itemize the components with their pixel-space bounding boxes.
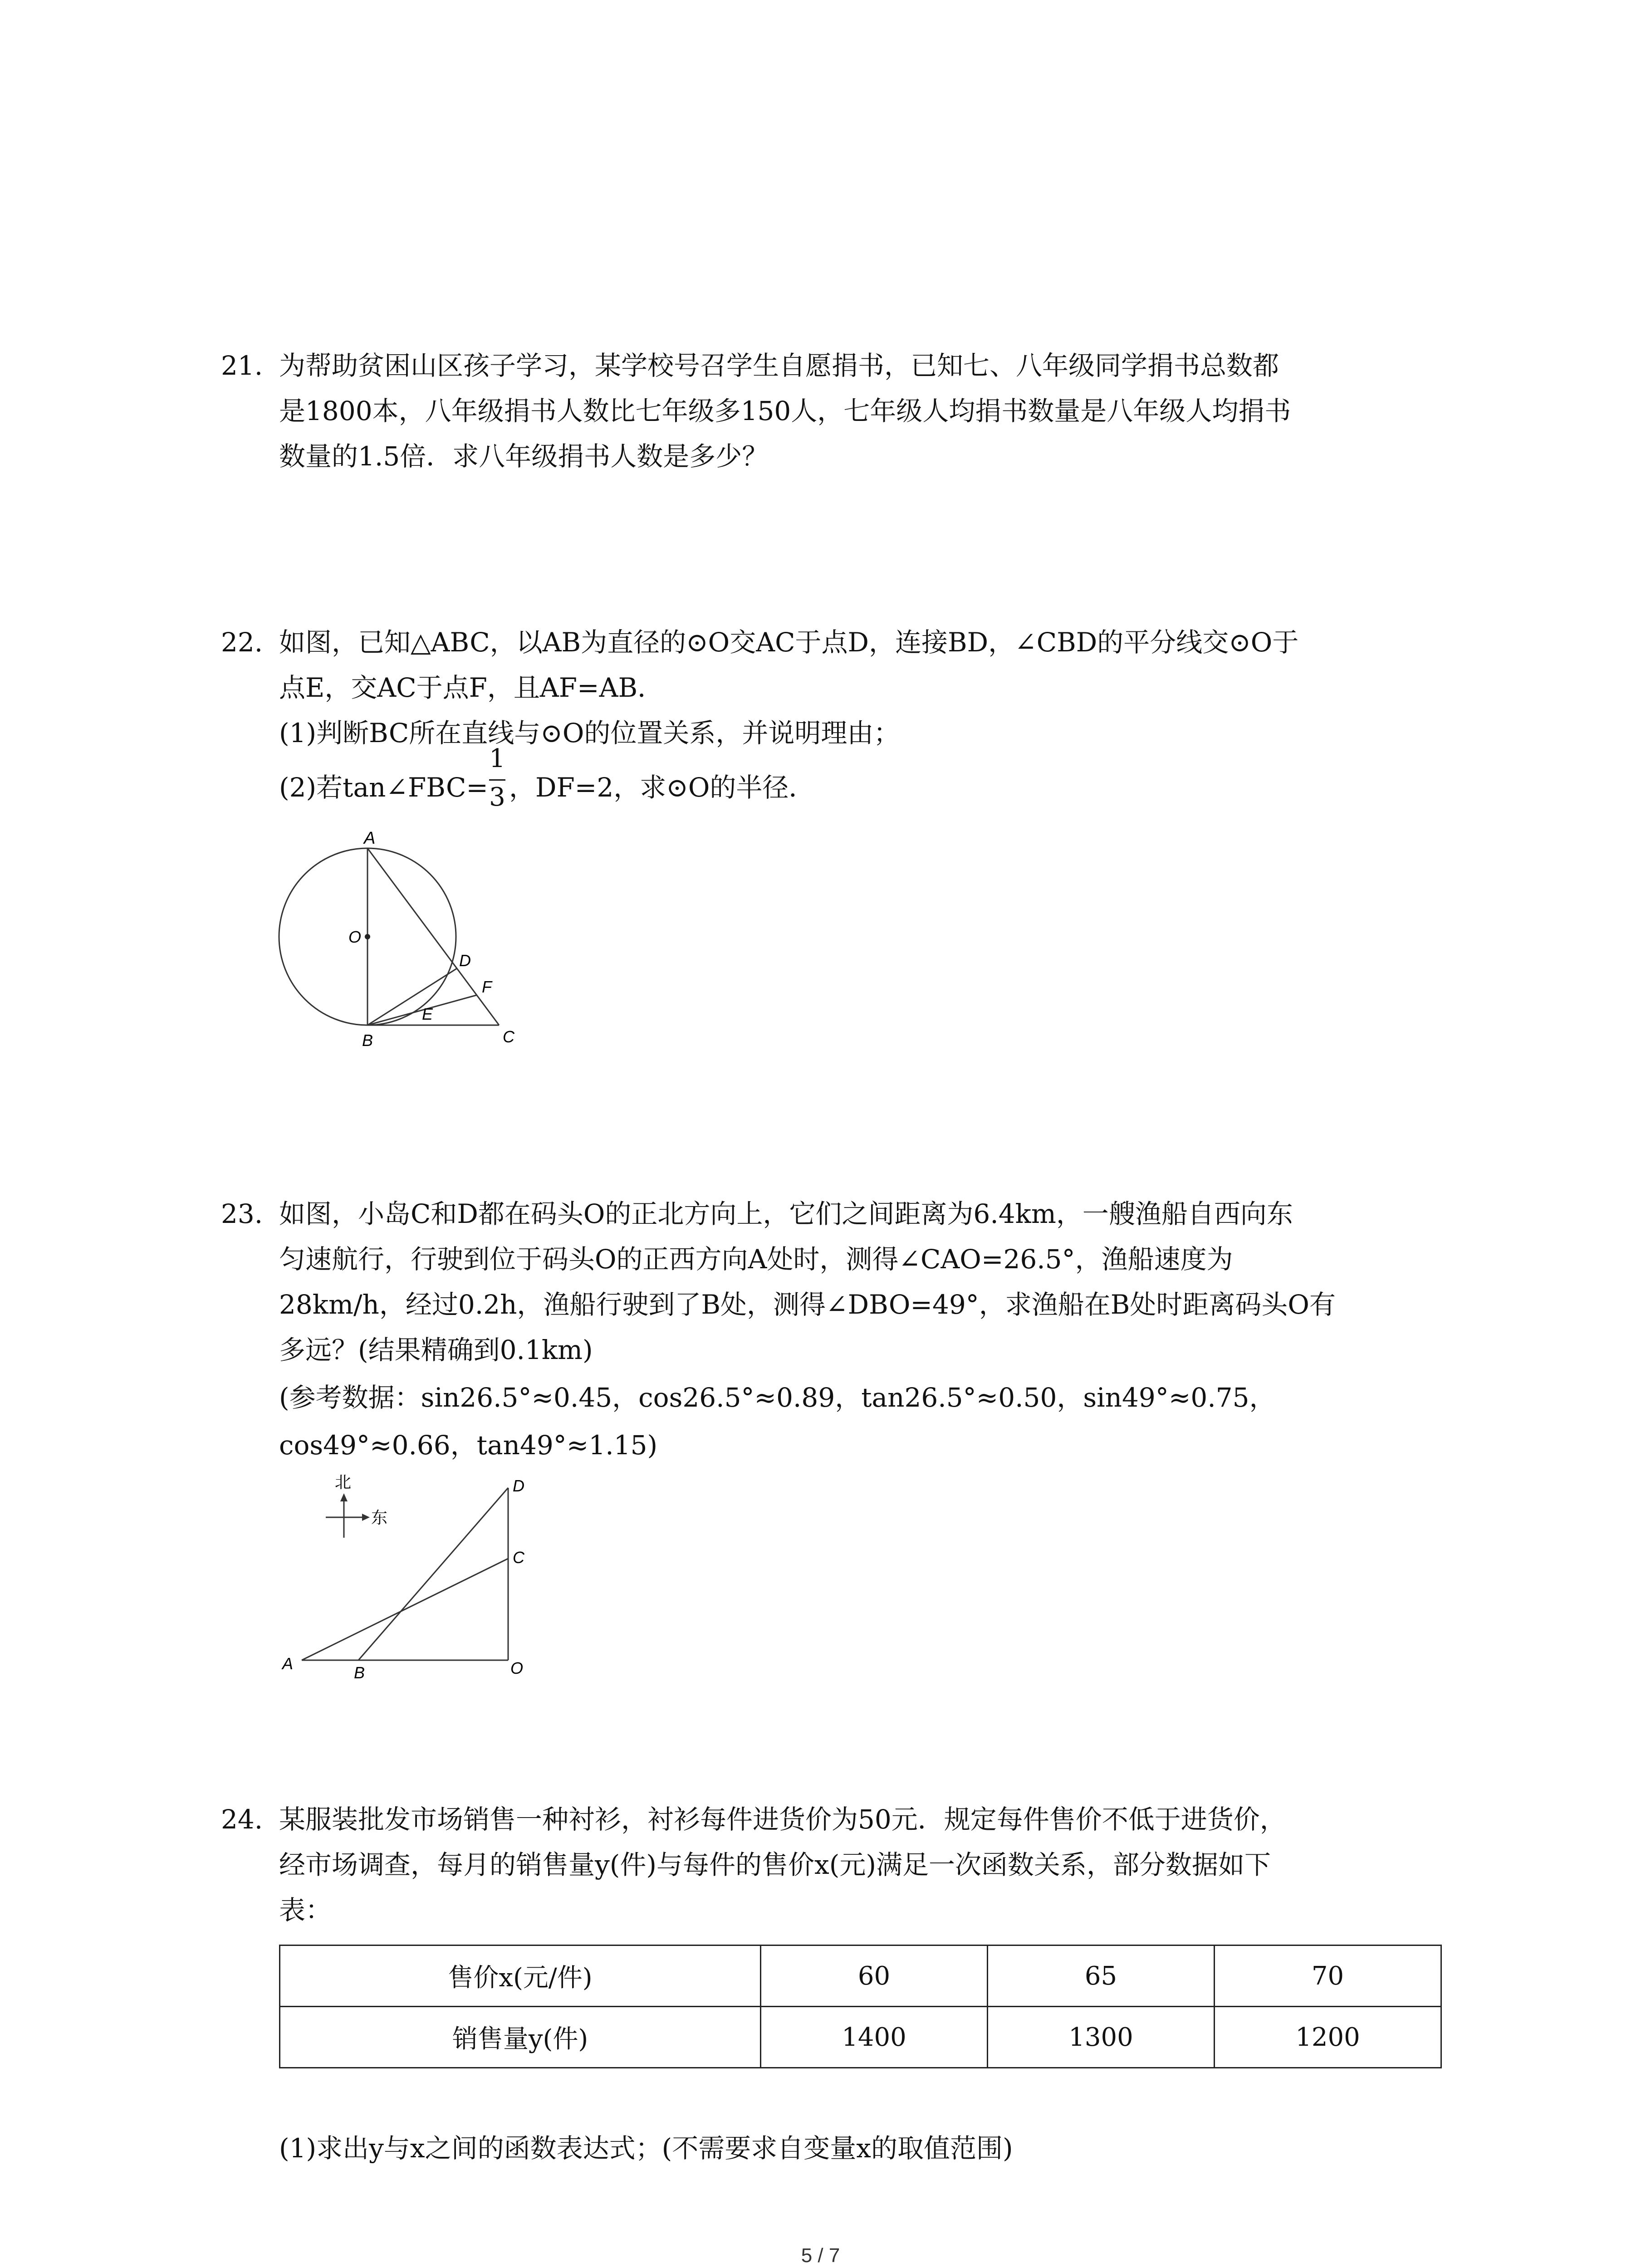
label-d: D xyxy=(459,951,471,970)
q22-geometry-figure xyxy=(272,830,544,1057)
segment-ac xyxy=(302,1559,508,1660)
label-f: F xyxy=(482,978,492,996)
north-label: 北 xyxy=(335,1473,352,1491)
q23-reference-1: (参考数据：sin26.5°≈0.45，cos26.5°≈0.89，tan26.5°≈0.50，sin49°≈0.75， xyxy=(279,1382,1276,1413)
q24-line-3: 表： xyxy=(279,1895,332,1926)
q22-part-2-start: (2)若tan∠FBC= xyxy=(279,772,488,803)
q22-line-2: 点E，交AC于点F，且AF=AB． xyxy=(279,672,664,703)
table-header-price: 售价x(元/件) xyxy=(280,1945,761,2007)
q22-number: 22. xyxy=(221,627,263,658)
segment-ac xyxy=(367,848,499,1025)
q22-fraction-numerator: 1 xyxy=(489,744,505,773)
table-row xyxy=(280,2007,1441,2068)
q24-part-1: (1)求出y与x之间的函数表达式；(不需要求自变量x的取值范围) xyxy=(279,2133,1013,2164)
table-row xyxy=(280,1945,1441,2007)
q23-line-3: 28km/h，经过0.2h，渔船行驶到了B处，测得∠DBO=49°，求渔船在B处时距离码头O有 xyxy=(279,1289,1336,1320)
label-c: C xyxy=(513,1548,524,1567)
label-d: D xyxy=(513,1476,524,1495)
table-cell: 65 xyxy=(988,1945,1215,2007)
label-e: E xyxy=(422,1005,433,1023)
label-b: B xyxy=(354,1663,365,1682)
point-o xyxy=(365,934,370,939)
table-cell: 70 xyxy=(1215,1945,1441,2007)
table-cell: 1300 xyxy=(988,2007,1215,2068)
q23-line-1: 如图，小岛C和D都在码头O的正北方向上，它们之间距离为6.4km，一艘渔船自西向东 xyxy=(279,1198,1293,1229)
q23-line-4: 多远？(结果精确到0.1km) xyxy=(279,1334,593,1365)
q24-line-2: 经市场调查，每月的销售量y(件)与每件的售价x(元)满足一次函数关系，部分数据如下 xyxy=(279,1849,1271,1880)
segment-bd xyxy=(367,968,457,1025)
q21-line-1: 为帮助贫困山区孩子学习，某学校号召学生自愿捐书，已知七、八年级同学捐书总数都 xyxy=(279,350,1279,381)
label-o: O xyxy=(510,1659,524,1677)
q21-number: 21. xyxy=(221,350,263,381)
q22-part-1: (1)判断BC所在直线与⊙O的位置关系，并说明理由； xyxy=(279,718,900,748)
east-label: 东 xyxy=(371,1508,388,1527)
table-cell: 1200 xyxy=(1215,2007,1441,2068)
label-b: B xyxy=(362,1031,373,1050)
q23-navigation-figure xyxy=(272,1470,544,1687)
label-a: A xyxy=(364,830,376,848)
label-o: O xyxy=(348,928,362,946)
north-arrow-icon xyxy=(340,1493,348,1501)
q24-number: 24. xyxy=(221,1804,263,1835)
table-cell: 1400 xyxy=(761,2007,988,2068)
q21-line-2: 是1800本，八年级捐书人数比七年级多150人，七年级人均捐书数量是八年级人均捐书 xyxy=(279,396,1291,426)
price-sales-table xyxy=(279,1945,1442,2068)
q23-line-2: 匀速航行，行驶到位于码头O的正西方向A处时，测得∠CAO=26.5°，渔船速度为 xyxy=(279,1244,1233,1275)
east-arrow-icon xyxy=(362,1514,370,1521)
q22-part-2-end: ，DF=2，求⊙O的半径． xyxy=(509,772,815,803)
q22-fraction-denominator: 3 xyxy=(489,782,505,812)
q24-line-1: 某服装批发市场销售一种衬衫，衬衫每件进货价为50元．规定每件售价不低于进货价， xyxy=(279,1804,1286,1835)
page-number: 5 / 7 xyxy=(801,2244,840,2267)
q22-fraction-bar xyxy=(489,779,505,781)
table-header-sales: 销售量y(件) xyxy=(280,2007,761,2068)
q23-reference-2: cos49°≈0.66，tan49°≈1.15) xyxy=(279,1430,658,1461)
label-c: C xyxy=(503,1027,514,1046)
label-a: A xyxy=(282,1654,294,1673)
q23-number: 23. xyxy=(221,1198,263,1229)
q21-line-3: 数量的1.5倍．求八年级捐书人数是多少？ xyxy=(279,441,769,472)
q22-line-1: 如图，已知△ABC，以AB为直径的⊙O交AC于点D，连接BD，∠CBD的平分线交⊙O于 xyxy=(279,627,1299,658)
table-cell: 60 xyxy=(761,1945,988,2007)
